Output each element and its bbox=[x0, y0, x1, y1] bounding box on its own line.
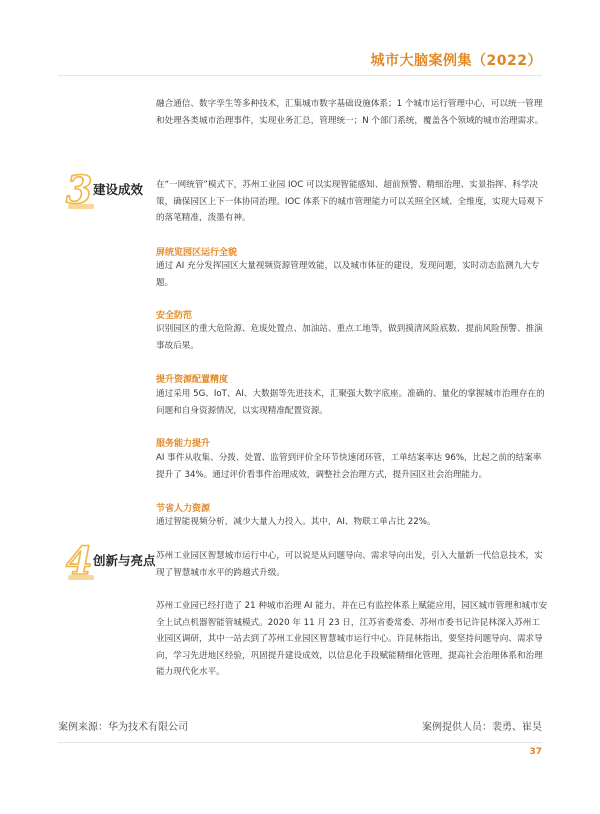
item-title: 安全防范 bbox=[156, 311, 193, 321]
item-text: 通过 AI 充分发挥园区大量视频资源管理效能，以及城市体征的建设，发现问题，实时动态监测九大专题。 bbox=[156, 261, 540, 288]
page-number: 37 bbox=[529, 747, 542, 757]
section-4-paragraph: 苏州工业园区智慧城市运行中心，可以说是从问题导向、需求导向出发，引入大量新一代信息技术，实现了智慧城市水平的跨越式升级。 bbox=[156, 551, 543, 578]
document-title: 城市大脑案例集（2022） bbox=[370, 53, 542, 69]
section-3-heading bbox=[66, 167, 156, 212]
intro-paragraph: 融合通信、数字孪生等多种技术，汇集城市数字基础设施体系；1 个城市运行管理中心，可以统一管理和处理各类城市治理事件，实现业务汇总，管理统一；N 个部门系统，覆盖各个领域的城市治理需求。 bbox=[156, 99, 544, 126]
item-text: AI 事件从收集、分拨、处置、监管到评价全环节快速闭环管，工单结案率达 96%，比起之前的结案率提升了 34%。通过评价看事件治理成效，调整社会治理方式，提升园区社会治理能力。 bbox=[156, 453, 542, 480]
header-divider bbox=[58, 75, 542, 76]
item-title: 提升资源配置精度 bbox=[156, 375, 229, 385]
case-providers: 案例提供人员：裴勇、崔昊 bbox=[422, 722, 542, 733]
section-number: 3 bbox=[66, 167, 93, 212]
section-number: 4 bbox=[66, 538, 93, 583]
item-title: 服务能力提升 bbox=[156, 439, 211, 449]
case-source: 案例来源：华为技术有限公司 bbox=[58, 722, 188, 733]
section-3-lead: 在“一网统管”模式下，苏州工业园 IOC 可以实现智能感知、超前预警、精细治理、实景指挥、科学决策，确保园区上下一体协同治理。IOC 体系下的城市管理能力可以关照全区域、全维度，实现大局观下的落笔精准，泼墨有神。 bbox=[156, 180, 544, 223]
section-title: 创新与亮点 bbox=[93, 553, 156, 568]
footer-divider bbox=[58, 742, 542, 743]
item-text: 识别园区的重大危险源、危废处置点、加油站、重点工地等，做到摸清风险底数、提前风险预警、推演事故后果。 bbox=[156, 324, 543, 351]
item-title: 节省人力资源 bbox=[156, 504, 211, 514]
item-text: 通过智能视频分析，减少大量人力投入。其中，AI、物联工单占比 22%。 bbox=[156, 517, 436, 527]
section-title: 建设成效 bbox=[93, 182, 144, 197]
item-text: 通过采用 5G、IoT、AI、大数据等先进技术，汇聚强大数字底座。准确的、量化的掌握城市治理存在的问题和自身资源情况，以实现精准配置资源。 bbox=[156, 389, 545, 416]
item-title: 屏统览园区运行全貌 bbox=[156, 248, 238, 258]
section-4-heading bbox=[66, 538, 156, 583]
section-4-paragraph: 苏州工业园已经打造了 21 种城市治理 AI 能力，并在已有监控体系上赋能应用，园区城市管理和城市安全上试点机器智能管城模式。2020 年 11 月 23 日，江苏省委常委、苏州市委书记许昆林深入苏州工业园区调研，其中一站去到了苏州工业园区智慧城市运行中心。许昆林指出，要坚持问题导向、需求导向，学习先进地区经验，巩固提升建设成效，以信息化手段赋能精细化管理，提高社会治理体系和治理能力现代化水平。 bbox=[156, 601, 548, 677]
